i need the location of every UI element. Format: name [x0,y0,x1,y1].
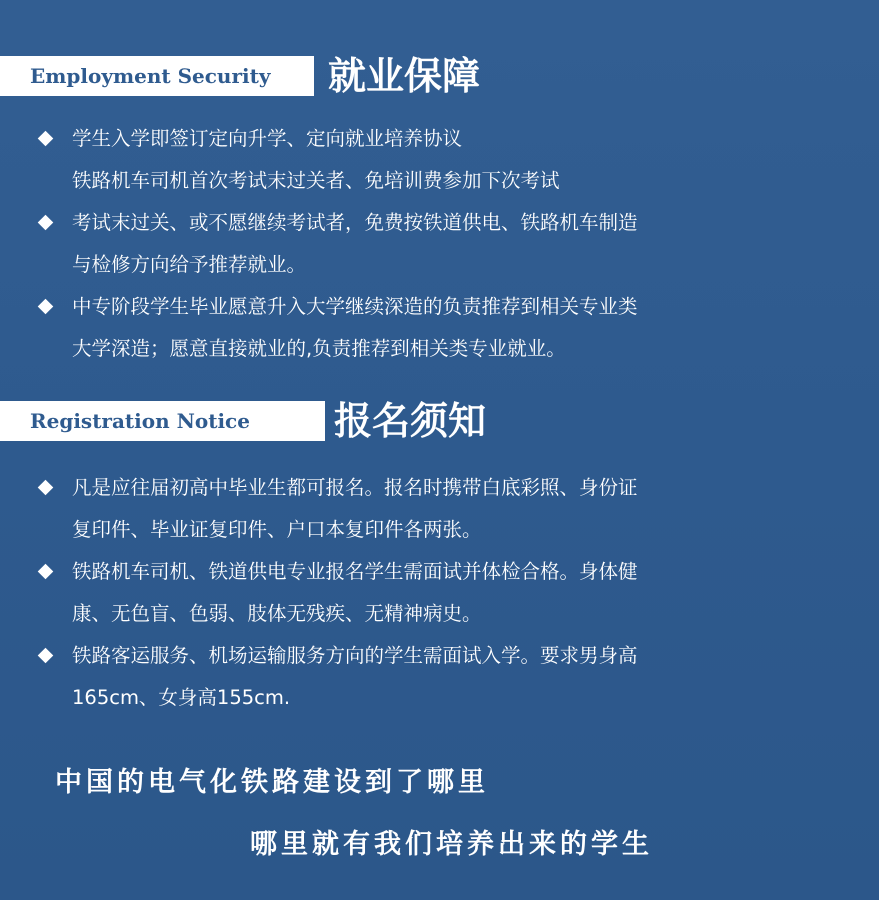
employment-banner [0,56,314,96]
bullet-line: 中专阶段学生毕业愿意升入大学继续深造的负责推荐到相关专业类 [72,295,638,318]
bullet-line: 铁路机车司机、铁道供电专业报名学生需面试并体检合格。身体健 [72,560,638,583]
diamond-bullet-icon [38,131,54,147]
registration-bullet-1 [34,467,774,551]
bullet-line: 165cm、女身高155cm. [72,686,291,709]
bullet-line: 铁路机车司机首次考试末过关者、免培训费参加下次考试 [72,169,560,192]
registration-bullet-2 [34,551,774,635]
bullet-line: 大学深造；愿意直接就业的,负责推荐到相关类专业就业。 [72,337,566,360]
diamond-bullet-icon [38,299,54,315]
registration-bullet-3 [34,635,774,719]
diamond-bullet-icon [38,648,54,664]
employment-banner-text: Employment Security [30,64,271,88]
registration-heading [0,395,879,447]
diamond-bullet-icon [38,480,54,496]
employment-heading [0,50,879,102]
diamond-bullet-icon [38,564,54,580]
bullet-line: 凡是应往届初高中毕业生都可报名。报名时携带白底彩照、身份证 [72,476,638,499]
employment-bullet-list [34,118,774,370]
bullet-line: 复印件、毕业证复印件、户口本复印件各两张。 [72,518,482,541]
bullet-line: 学生入学即签订定向升学、定向就业培养协议 [72,127,463,150]
employment-bullet-3 [34,286,774,370]
bullet-line: 铁路客运服务、机场运输服务方向的学生需面试入学。要求男身高 [72,644,638,667]
employment-section [0,50,879,360]
bullet-line: 与检修方向给予推荐就业。 [72,253,307,276]
registration-heading-zh: 报名须知 [334,399,487,443]
slogan-line-2: 哪里就有我们培养出来的学生 [250,829,653,860]
bullet-line: 康、无色盲、色弱、肢体无残疾、无精神病史。 [72,602,482,625]
registration-banner [0,401,325,441]
employment-heading-zh: 就业保障 [328,54,481,98]
slogan-line-1: 中国的电气化铁路建设到了哪里 [55,767,489,798]
bullet-line: 考试末过关、或不愿继续考试者，免费按铁道供电、铁路机车制造 [72,211,638,234]
diamond-bullet-icon [38,215,54,231]
employment-bullet-2 [34,202,774,286]
registration-banner-text: Registration Notice [30,409,250,433]
registration-bullet-list [34,467,774,719]
employment-bullet-1 [34,118,774,202]
registration-section [0,395,879,709]
